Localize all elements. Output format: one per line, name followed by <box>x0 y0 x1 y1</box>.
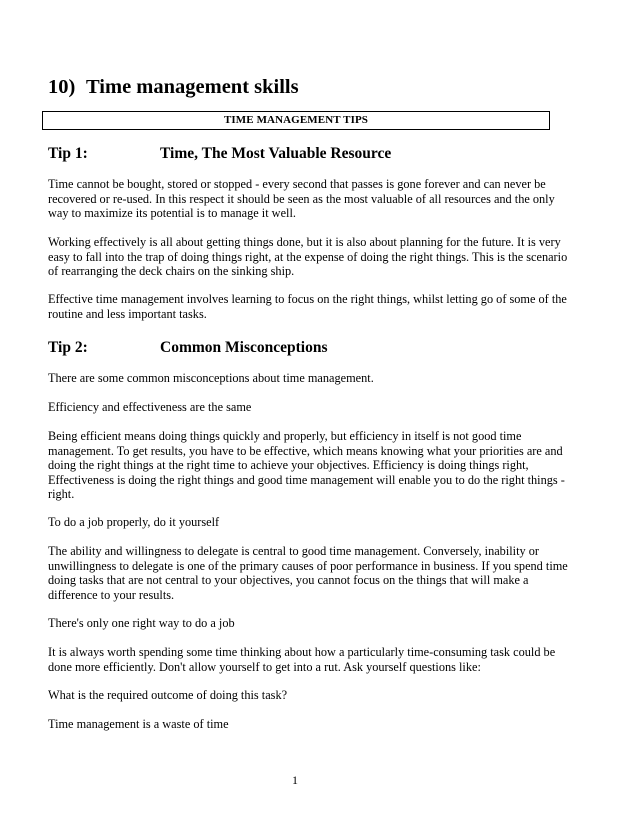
tip-1-title: Time, The Most Valuable Resource <box>160 145 392 162</box>
section-title: Time management skills <box>86 76 299 98</box>
tip-2-title: Common Misconceptions <box>160 339 328 356</box>
tips-banner: TIME MANAGEMENT TIPS <box>42 111 550 130</box>
tip-2-paragraph-3: The ability and willingness to delegate is central to good time management. Conversely, inability or unwillingness to delegate is one of the primary causes of poor performance in business. If you spend time doing tasks that are not central to your objectives, you cannot focus on the things that will make a difference to your results. <box>48 544 568 602</box>
tip-2-subheading-2: To do a job properly, do it yourself <box>48 515 220 529</box>
tip-2-paragraph-2: Being efficient means doing things quickly and properly, but efficiency in itself is not good time management. To get results, you have to be effective, which means knowing what your priorities are and doing the right things at the right time to achieve your objectives. Efficiency is doing things right, Effectiveness is doing the right things and good time management will enable you to do the right things - right. <box>48 429 565 502</box>
section-heading <box>48 74 299 100</box>
tip-1-paragraph-1: Time cannot be bought, stored or stopped - every second that passes is gone forever and can never be recovered or re-used. In this respect it should be seen as the most valuable of all resources and the only way to maximize its potential is to manage it well. <box>48 177 555 221</box>
tip-2-subheading-1: Efficiency and effectiveness are the same <box>48 400 252 414</box>
tip-1-paragraph-2: Working effectively is all about getting things done, but it is also about planning for the future. It is very easy to fall into the trap of doing things right, at the expense of doing the right things. This is the scenario of rearranging the deck chairs on the sinking ship. <box>48 235 568 279</box>
tip-1-paragraph-3: Effective time management involves learning to focus on the right things, whilst letting go of some of the routine and less important tasks. <box>48 292 567 321</box>
tip-2-subheading-5: Time management is a waste of time <box>48 717 229 731</box>
tip-2-subheading-4: What is the required outcome of doing this task? <box>48 688 288 702</box>
tip-2-paragraph-1: There are some common misconceptions about time management. <box>48 371 374 385</box>
tip-1-heading <box>48 144 391 164</box>
tip-2-heading <box>48 338 327 358</box>
page-number: 1 <box>292 773 298 787</box>
section-number: 10) <box>48 76 76 98</box>
tip-2-number: Tip 2: <box>48 339 88 356</box>
tip-2-subheading-3: There's only one right way to do a job <box>48 616 235 630</box>
tip-1-number: Tip 1: <box>48 145 88 162</box>
tip-2-paragraph-4: It is always worth spending some time thinking about how a particularly time-consuming task could be done more efficiently. Don't allow yourself to get into a rut. Ask yourself questions like: <box>48 645 556 674</box>
